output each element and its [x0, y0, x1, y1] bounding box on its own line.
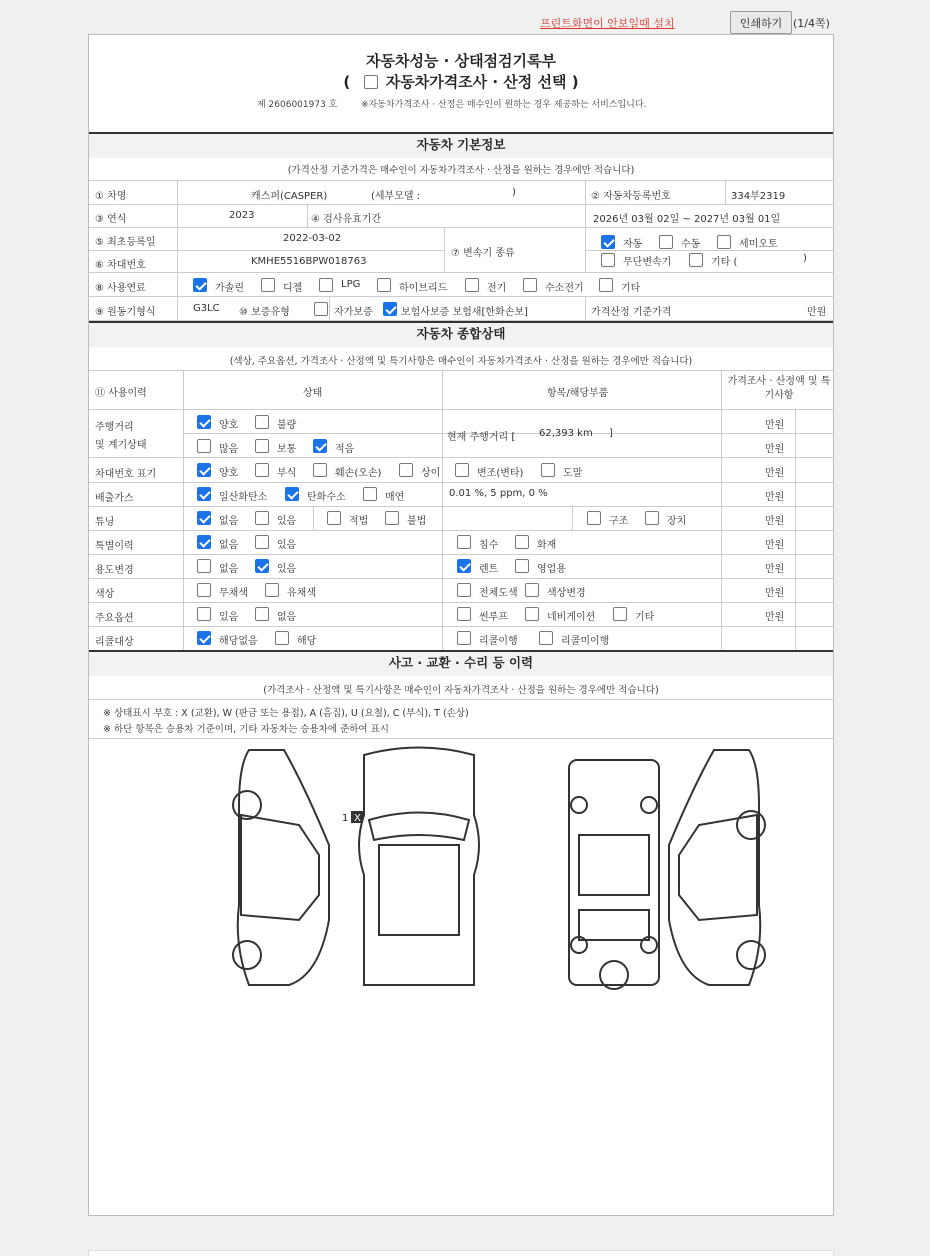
- plate-label: 차대번호 표기: [95, 469, 157, 480]
- special-fire-label: 화재: [537, 540, 557, 551]
- legend-passenger: ※ 하단 항목은 승용차 기준이며, 기타 자동차는 승용차에 준하여 표시: [103, 724, 389, 735]
- trans-semi-label: 세미오토: [739, 239, 778, 250]
- special-none-checkbox[interactable]: [197, 535, 211, 549]
- gas-hc-label: 탄화수소: [307, 492, 346, 503]
- plate-good-label: 양호: [219, 468, 239, 479]
- mileage-high-checkbox[interactable]: [197, 439, 211, 453]
- basic-info-header: 자동차 기본정보: [89, 132, 833, 158]
- car-left-side-outline: [238, 750, 329, 985]
- plate-damage-label: 훼손(오손): [335, 468, 382, 479]
- plate-damage-checkbox[interactable]: [313, 463, 327, 477]
- trans-other-checkbox[interactable]: [689, 253, 703, 267]
- color-full-paint-label: 전체도색: [479, 588, 518, 599]
- mileage-value: 62,393 km: [539, 428, 593, 439]
- service-note: ※자동차가격조사 · 산정은 매수인이 원하는 경우 제공하는 서비스입니다.: [361, 100, 647, 110]
- price-base-unit: 만원: [807, 307, 827, 318]
- option-sunroof-checkbox[interactable]: [457, 607, 471, 621]
- legend-symbols: ※ 상태표시 부호 : X (교환), W (판금 또는 용접), A (흠집), U (요철), C (부식), T (손상): [103, 708, 469, 719]
- mileage-good-label: 양호: [219, 420, 239, 431]
- mileage-good-checkbox[interactable]: [197, 415, 211, 429]
- fuel-gasoline-checkbox[interactable]: [193, 278, 207, 292]
- fuel-hydrogen-checkbox[interactable]: [523, 278, 537, 292]
- document-title: 자동차성능 · 상태점검기록부: [365, 52, 557, 70]
- special-flood-checkbox[interactable]: [457, 535, 471, 549]
- trans-semi-checkbox[interactable]: [717, 235, 731, 249]
- reg-number-label: ② 자동차등록번호: [591, 191, 671, 202]
- warranty-self-label: 자가보증: [334, 307, 373, 318]
- option-no-label: 없음: [277, 612, 297, 623]
- tuning-legal-label: 적법: [349, 516, 369, 527]
- overall-status-note: (색상, 주요옵션, 가격조사 · 산정액 및 특기사항은 매수인이 자동차가격조사 · 산정을 원하는 경우에만 적습니다): [229, 356, 693, 367]
- first-reg-value: 2022-03-02: [283, 233, 342, 244]
- special-yes-checkbox[interactable]: [255, 535, 269, 549]
- recall-none-label: 해당없음: [219, 636, 258, 647]
- fuel-lpg-checkbox[interactable]: [319, 278, 333, 292]
- gas-smoke-checkbox[interactable]: [363, 487, 377, 501]
- transmission-label: ⑦ 변속기 종류: [451, 248, 515, 259]
- color-label: 색상: [95, 589, 115, 600]
- mileage-label-2: 및 계기상태: [95, 440, 147, 451]
- price-note-col: 가격조사 · 산정액 및 특기사항: [727, 376, 831, 401]
- tuning-price: 만원: [765, 516, 785, 527]
- special-flood-label: 침수: [479, 540, 499, 551]
- car-top-outline: [359, 748, 479, 986]
- color-full-paint-checkbox[interactable]: [457, 583, 471, 597]
- fuel-diesel-checkbox[interactable]: [261, 278, 275, 292]
- plate-price: 만원: [765, 468, 785, 479]
- recall-done-label: 리콜이행: [479, 636, 518, 647]
- plate-rust-checkbox[interactable]: [255, 463, 269, 477]
- option-label: 주요옵션: [95, 613, 134, 624]
- mileage-bad-label: 불량: [277, 420, 297, 431]
- plate-altered-label: 변조(변타): [477, 468, 524, 479]
- usage-history-col: ⑪ 사용이력: [95, 388, 147, 399]
- reg-number-value: 334부2319: [731, 191, 786, 202]
- recall-yes-label: 해당: [297, 636, 317, 647]
- plate-rust-label: 부식: [277, 468, 297, 479]
- vin-label: ⑥ 차대번호: [95, 260, 146, 271]
- tuning-yes-label: 있음: [277, 516, 297, 527]
- tuning-label: 튜닝: [95, 517, 115, 528]
- mileage-price-2: 만원: [765, 444, 785, 455]
- option-other-label: 기타: [635, 612, 655, 623]
- use-yes-label: 있음: [277, 564, 297, 575]
- next-page-edge: [88, 1250, 834, 1256]
- page-indicator: (1/4쪽): [793, 17, 830, 30]
- option-yes-checkbox[interactable]: [197, 607, 211, 621]
- fuel-hybrid-checkbox[interactable]: [377, 278, 391, 292]
- tuning-structure-label: 구조: [609, 516, 629, 527]
- use-change-label: 용도변경: [95, 565, 134, 576]
- trans-other-close: ): [803, 253, 807, 264]
- special-fire-checkbox[interactable]: [515, 535, 529, 549]
- gas-label: 배출가스: [95, 493, 134, 504]
- warranty-insurer-checkbox[interactable]: [383, 302, 397, 316]
- engine-value: G3LC: [193, 303, 220, 314]
- tuning-illegal-label: 불법: [407, 516, 427, 527]
- mileage-normal-checkbox[interactable]: [255, 439, 269, 453]
- gas-values: 0.01 %, 5 ppm, 0 %: [449, 488, 548, 499]
- option-sunroof-label: 썬루프: [479, 612, 508, 623]
- trans-cvt-checkbox[interactable]: [601, 253, 615, 267]
- fuel-label: ⑧ 사용연료: [95, 283, 146, 294]
- print-button[interactable]: 인쇄하기: [730, 11, 792, 34]
- mark-hood: 1: [342, 813, 349, 824]
- plate-diff-checkbox[interactable]: [399, 463, 413, 477]
- fuel-lpg-label: LPG: [341, 279, 361, 290]
- engine-label: ⑨ 원동기형식: [95, 307, 156, 318]
- tuning-yes-checkbox[interactable]: [255, 511, 269, 525]
- plate-diff-label: 상이: [421, 468, 441, 479]
- price-base-label: 가격산정 기준가격: [591, 307, 672, 318]
- year-label: ③ 연식: [95, 214, 127, 225]
- accident-header: 사고 · 교환 · 수리 등 이력: [89, 650, 833, 676]
- plate-painted-checkbox[interactable]: [541, 463, 555, 477]
- recall-yes-checkbox[interactable]: [275, 631, 289, 645]
- use-business-label: 영업용: [537, 564, 566, 575]
- first-reg-label: ⑤ 최초등록일: [95, 237, 156, 248]
- option-no-checkbox[interactable]: [255, 607, 269, 621]
- plate-good-checkbox[interactable]: [197, 463, 211, 477]
- subtitle-text: 자동차가격조사 · 산정 선택 ): [385, 73, 579, 91]
- mileage-close: ]: [609, 428, 613, 439]
- tuning-legal-checkbox[interactable]: [327, 511, 341, 525]
- detail-model-close: ): [512, 187, 516, 198]
- tuning-device-label: 장치: [667, 516, 687, 527]
- mark-x: X: [354, 813, 361, 824]
- option-nav-label: 네비게이션: [547, 612, 596, 623]
- trans-auto-label: 자동: [623, 239, 643, 250]
- fuel-other-checkbox[interactable]: [599, 278, 613, 292]
- trans-auto-checkbox[interactable]: [601, 235, 615, 249]
- tuning-none-label: 없음: [219, 516, 239, 527]
- color-achromatic-label: 무채색: [219, 588, 248, 599]
- gas-co-label: 일산화탄소: [219, 492, 268, 503]
- color-price: 만원: [765, 588, 785, 599]
- mileage-current-label: 현재 주행거리 [: [447, 432, 516, 443]
- color-chromatic-label: 유채색: [287, 588, 316, 599]
- basic-info-note: (가격산정 기준가격은 매수인이 자동차가격조사 · 산정을 원하는 경우에만 적습니다): [287, 165, 635, 176]
- mileage-low-checkbox[interactable]: [313, 439, 327, 453]
- color-change-label: 색상변경: [547, 588, 586, 599]
- trans-other-label: 기타 (: [711, 257, 738, 268]
- option-price: 만원: [765, 612, 785, 623]
- inspection-validity-label: ④ 검사유효기간: [311, 214, 382, 225]
- warranty-insurer-label: 보험사보증 보험새[한화손보]: [401, 307, 528, 318]
- fuel-hydrogen-label: 수소전기: [545, 283, 584, 294]
- trans-cvt-label: 무단변속기: [623, 257, 672, 268]
- special-yes-label: 있음: [277, 540, 297, 551]
- inspection-record-page: [88, 34, 834, 1216]
- color-achromatic-checkbox[interactable]: [197, 583, 211, 597]
- recall-notdone-checkbox[interactable]: [539, 631, 553, 645]
- fuel-electric-checkbox[interactable]: [465, 278, 479, 292]
- mileage-bad-checkbox[interactable]: [255, 415, 269, 429]
- tuning-device-checkbox[interactable]: [645, 511, 659, 525]
- detail-model-label: (세부모델 :: [371, 191, 421, 202]
- use-none-checkbox[interactable]: [197, 559, 211, 573]
- vin-value: KMHE5516BPW018763: [251, 256, 367, 267]
- use-yes-checkbox[interactable]: [255, 559, 269, 573]
- option-nav-checkbox[interactable]: [525, 607, 539, 621]
- trans-manual-label: 수동: [681, 239, 701, 250]
- fuel-gasoline-label: 가솔린: [215, 283, 244, 294]
- fuel-other-label: 기타: [621, 283, 641, 294]
- item-part-col: 항목/해당부품: [547, 388, 609, 399]
- special-none-label: 없음: [219, 540, 239, 551]
- use-business-checkbox[interactable]: [515, 559, 529, 573]
- gas-price: 만원: [765, 492, 785, 503]
- fuel-diesel-label: 디젤: [283, 283, 303, 294]
- plugin-install-link[interactable]: 프린트화면이 안보일때 설치: [540, 17, 675, 30]
- overall-status-header: 자동차 종합상태: [89, 321, 833, 347]
- gas-hc-checkbox[interactable]: [285, 487, 299, 501]
- mileage-normal-label: 보통: [277, 444, 297, 455]
- top-toolbar: [88, 10, 834, 34]
- car-name-label: ① 차명: [95, 191, 127, 202]
- inspection-validity-value: 2026년 03월 02일 ~ 2027년 03월 01일: [593, 214, 781, 225]
- warranty-self-checkbox[interactable]: [314, 302, 328, 316]
- recall-done-checkbox[interactable]: [457, 631, 471, 645]
- use-none-label: 없음: [219, 564, 239, 575]
- color-change-checkbox[interactable]: [525, 583, 539, 597]
- recall-none-checkbox[interactable]: [197, 631, 211, 645]
- fuel-electric-label: 전기: [487, 283, 507, 294]
- document-subtitle: [89, 71, 833, 92]
- special-price: 만원: [765, 540, 785, 551]
- plate-altered-checkbox[interactable]: [455, 463, 469, 477]
- tuning-none-checkbox[interactable]: [197, 511, 211, 525]
- mileage-low-label: 적음: [335, 444, 355, 455]
- color-chromatic-checkbox[interactable]: [265, 583, 279, 597]
- subtitle-paren: (: [343, 73, 351, 91]
- mileage-high-label: 많음: [219, 444, 239, 455]
- use-rent-checkbox[interactable]: [457, 559, 471, 573]
- gas-smoke-label: 매연: [385, 492, 405, 503]
- use-rent-label: 렌트: [479, 564, 499, 575]
- year-value: 2023: [229, 210, 255, 221]
- option-other-checkbox[interactable]: [613, 607, 627, 621]
- mileage-label-1: 주행거리: [95, 422, 134, 433]
- mileage-price-1: 만원: [765, 420, 785, 431]
- tuning-illegal-checkbox[interactable]: [385, 511, 399, 525]
- plate-painted-label: 도말: [563, 468, 583, 479]
- document-number: 제 2606001973 호: [257, 100, 338, 110]
- warranty-label: ⑩ 보증유형: [239, 307, 290, 318]
- accident-note: (가격조사 · 산정액 및 특기사항은 매수인이 자동차가격조사 · 산정을 원하는 경우에만 적습니다): [263, 685, 659, 696]
- trans-manual-checkbox[interactable]: [659, 235, 673, 249]
- option-yes-label: 있음: [219, 612, 239, 623]
- special-label: 특별이력: [95, 541, 134, 552]
- fuel-hybrid-label: 하이브리드: [399, 283, 448, 294]
- status-col: 상태: [303, 388, 323, 399]
- car-name-value: 캐스퍼(CASPER): [251, 191, 328, 202]
- gas-co-checkbox[interactable]: [197, 487, 211, 501]
- recall-label: 리콜대상: [95, 637, 134, 648]
- car-damage-diagram: [229, 745, 769, 995]
- tuning-structure-checkbox[interactable]: [587, 511, 601, 525]
- car-right-side-outline: [669, 750, 760, 985]
- use-price: 만원: [765, 564, 785, 575]
- price-survey-checkbox[interactable]: [364, 75, 378, 89]
- recall-notdone-label: 리콜미이행: [561, 636, 610, 647]
